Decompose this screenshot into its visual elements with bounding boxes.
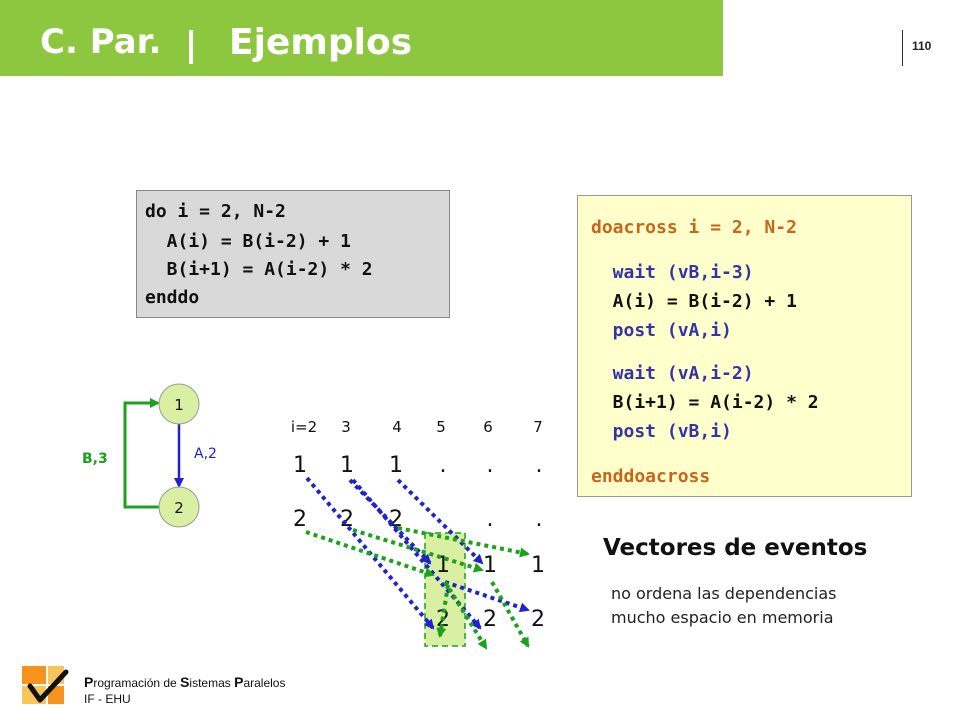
grid-cell: 1 <box>293 453 307 478</box>
grid-cell: 2 <box>293 507 307 532</box>
grid-cell: 1 <box>531 553 545 578</box>
iter-header: 5 <box>436 418 446 436</box>
footer-institution: IF - EHU <box>84 692 131 706</box>
code-line: B(i+1) = A(i-2) * 2 <box>145 259 373 280</box>
iteration-headers <box>291 418 543 436</box>
node-2-label: 2 <box>174 499 184 517</box>
post-line: post (vA,i) <box>591 320 732 341</box>
grid-cell: . <box>486 507 494 532</box>
wait-line: wait (vA,i-2) <box>591 363 754 384</box>
iter-header: 3 <box>341 418 351 436</box>
grid-cell: . <box>486 453 494 478</box>
iter-header: i=2 <box>290 418 318 436</box>
post-line: post (vB,i) <box>591 421 732 442</box>
footer-course-name: Programación de Sistemas Paralelos <box>84 674 286 690</box>
grid-cell: 2 <box>483 607 497 632</box>
iter-header: 6 <box>483 418 493 436</box>
dependence-graph <box>82 384 217 527</box>
node-1-label: 1 <box>174 396 184 414</box>
page-title: Ejemplos <box>229 22 413 63</box>
code-line: do i = 2, N-2 <box>145 201 286 222</box>
edge-a2-label: A,2 <box>194 446 217 462</box>
code-line: A(i) = B(i-2) + 1 <box>145 231 351 252</box>
wait-line: wait (vB,i-3) <box>591 262 754 283</box>
green-arrow <box>492 582 528 646</box>
grid-cell: 1 <box>483 553 497 578</box>
course-label: C. Par. <box>40 22 162 62</box>
grid-cell: 2 <box>389 507 403 532</box>
note-line: no ordena las dependencias <box>611 584 837 603</box>
event-vectors-title: Vectores de eventos <box>603 535 868 561</box>
code-line: enddo <box>145 287 200 308</box>
grid-cell: 1 <box>436 553 450 578</box>
grid-cell: 2 <box>436 607 450 632</box>
doacross-header: doacross i = 2, N-2 <box>591 217 797 238</box>
note-line: mucho espacio en memoria <box>611 608 834 627</box>
page-number: 110 <box>912 39 932 53</box>
assign-line: A(i) = B(i-2) + 1 <box>591 291 797 312</box>
doacross-end: enddoacross <box>591 466 711 487</box>
course-logo <box>22 666 66 704</box>
iter-header: 4 <box>392 418 402 436</box>
grid-cell: 1 <box>389 453 403 478</box>
grid-cell: 2 <box>340 507 354 532</box>
assign-line: B(i+1) = A(i-2) * 2 <box>591 392 819 413</box>
grid-cell: . <box>439 453 447 478</box>
edge-b3-label: B,3 <box>82 451 108 467</box>
green-arrow <box>306 532 433 575</box>
grid-cell: . <box>535 453 543 478</box>
grid-cell: 1 <box>340 453 354 478</box>
grid-cell: . <box>535 507 543 532</box>
grid-cell: 2 <box>531 607 545 632</box>
edge-b3 <box>125 403 160 507</box>
iter-header: 7 <box>533 418 543 436</box>
